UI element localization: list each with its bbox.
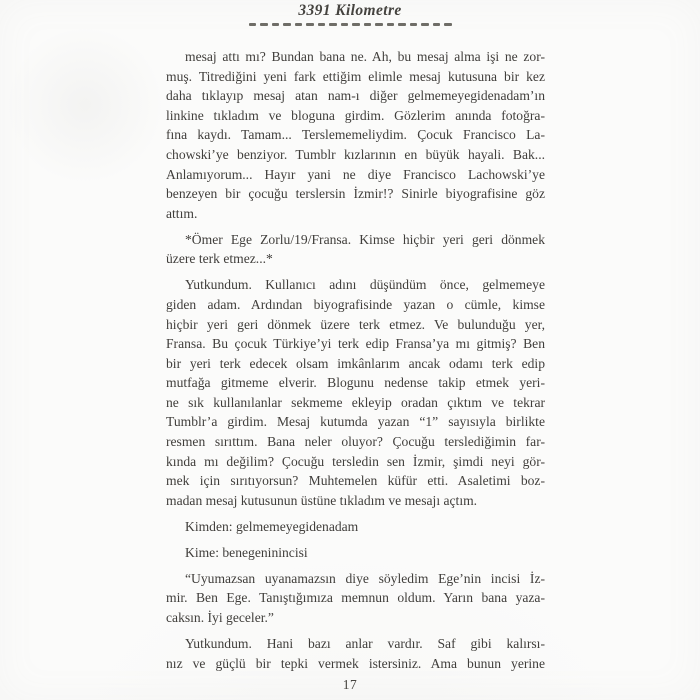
dash (249, 23, 257, 26)
dash (387, 23, 395, 26)
running-header (0, 2, 700, 26)
dash (410, 23, 418, 26)
text-line: mutfağa gitmeme elverir. Blogunu nedense takip etmek yeri- (166, 375, 545, 391)
text-line: “Uyumazsan uyanamazsın diye söyledim Ege’nin incisi İz- (185, 570, 545, 586)
text-line: *Ömer Ege Zorlu/19/Fransa. Kimse hiçbir yeri geri dönmek (185, 231, 545, 247)
text-line: benzeyen bir çocuğu terslersin İzmir!? Sinirle biyografisine göz (166, 186, 545, 202)
text-line: muş. Titrediğini yeni fark ettiğim elimle mesaj kutusuna bir kez (166, 68, 545, 84)
text-line: Fransa. Bu çocuk Türkiye’yi terk edip Fransa’ya mı gitmiş? Ben (166, 336, 545, 352)
dash (421, 23, 429, 26)
body-text (166, 47, 545, 673)
text-line: Tumblr’a girdim. Mesaj kutumda yazan “1” sayısıyla birlikte (166, 414, 545, 430)
text-line: hiçbir yeri geri dönmek üzere terk etmez. Ve bulunduğu yer, (166, 316, 545, 332)
text-line: resmen sırıttım. Bana neler oluyor? Çocuğu terslediğimin far- (166, 434, 545, 450)
dash (272, 23, 280, 26)
dash (318, 23, 326, 26)
dash (341, 23, 349, 26)
text-line: ne sık kullanılanlar sekmeme ekleyip oradan çıktım ve tekrar (166, 394, 545, 410)
dash (306, 23, 314, 26)
text-line: chowski’ye benziyor. Tumblr kızlarının en büyük hayali. Bak... (166, 146, 545, 162)
dash (295, 23, 303, 26)
dash (260, 23, 268, 26)
text-line: bir yeri terk edecek olsam imkânlarım ancak odamı terk edip (166, 355, 545, 371)
paragraph (166, 47, 545, 223)
text-line: mesaj attı mı? Bundan bana ne. Ah, bu mesaj alma işi ne zor- (185, 49, 545, 64)
paragraph (166, 569, 545, 628)
text-line: daha tıklayıp mesaj atan nam-ı diğer gelmemeyegidenadam’ın (166, 88, 545, 104)
text-line: giden adam. Ardından biyografisinde yazan o cümle, kimse (166, 296, 545, 312)
dash (444, 23, 452, 26)
paragraph (166, 634, 545, 673)
text-line: mir. Ben Ege. Tanıştığımıza memnun oldum. Yarın bana yaza- (166, 590, 545, 606)
dash (433, 23, 441, 26)
text-line: Kime: benegeninincisi (185, 544, 308, 560)
dash-separator-line (0, 23, 700, 26)
dash (352, 23, 360, 26)
text-line: caksın. İyi geceler.” (166, 609, 274, 625)
text-line: Yutkundum. Kullanıcı adını düşündüm önce, gelmemeye (185, 277, 545, 293)
dash (375, 23, 383, 26)
paragraph (166, 543, 545, 563)
dash (364, 23, 372, 26)
text-line: attım. (166, 205, 198, 221)
dash (329, 23, 337, 26)
text-line: nız ve güçlü bir tepki vermek istersiniz. Ama bunun yerine (166, 655, 545, 671)
text-line: fına kaydı. Tamam... Terslememeliydim. Çocuk Francisco La- (166, 127, 545, 143)
text-line: linkine tıkladım ve bloguna girdim. Gözlerim anında fotoğra- (166, 107, 545, 123)
text-line: Anlamıyorum... Hayır yani ne diye Francisco Lachowski’ye (166, 166, 545, 182)
text-line: mek için sırıtıyorsun? Muhtemelen küfür etti. Asaletimi boz- (166, 473, 545, 489)
text-line: kında mı değilim? Çocuğu tersledin sen İzmir, şimdi neyi gör- (166, 453, 545, 469)
paragraph (166, 517, 545, 537)
text-line: Yutkundum. Hani bazı anlar vardır. Saf gibi kalırsı- (185, 635, 545, 651)
chapter-title: 3391 Kilometre (298, 2, 402, 19)
text-line: üzere terk etmez...* (166, 251, 273, 267)
text-line: Kimden: gelmemeyegidenadam (185, 518, 359, 534)
paragraph (166, 230, 545, 269)
paragraph (166, 275, 545, 510)
page-number: 17 (342, 677, 358, 692)
text-line: madan mesaj kutusunun üstüne tıkladım ve mesajı açtım. (166, 492, 478, 508)
dash (283, 23, 291, 26)
dash (398, 23, 406, 26)
